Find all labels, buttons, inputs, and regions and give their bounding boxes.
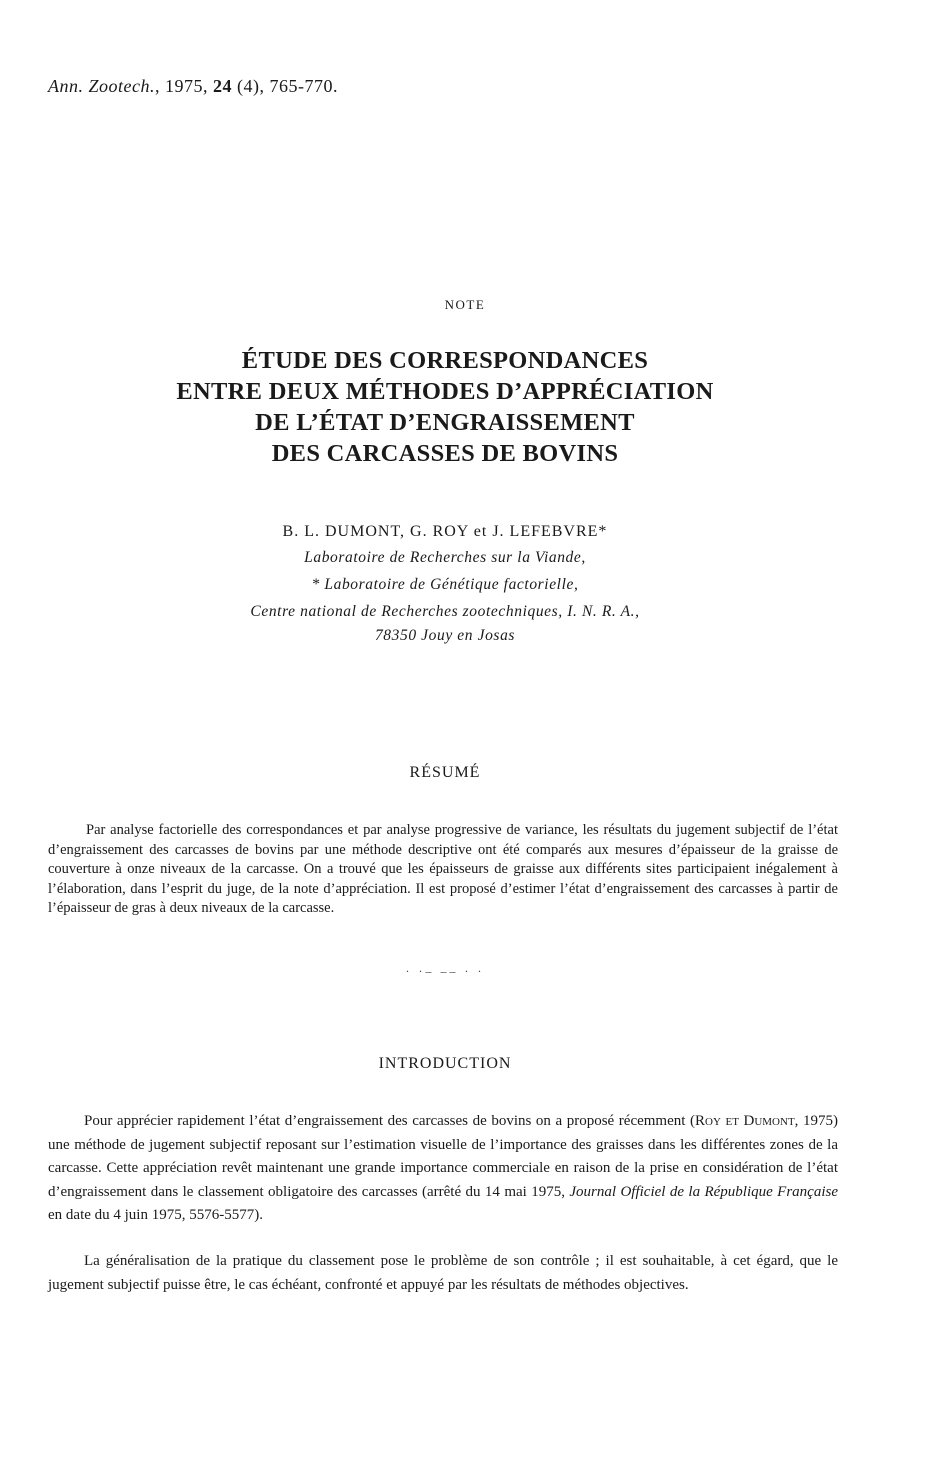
title-line: ENTRE DEUX MÉTHODES D’APPRÉCIATION [176,378,714,405]
citation-volume: 24 [213,76,232,96]
affiliation: * Laboratoire de Génétique factorielle, [311,576,579,593]
authors: B. L. DUMONT, G. ROY et J. LEFEBVRE* [282,523,608,540]
introduction-paragraph: La généralisation de la pratique du classement pose le problème de son contrôle ; il est souhaitable, à cet égard, que le jugement subjectif puisse être, le cas échéant, confronté et appuyé par les résultats de méthodes objectives. [48,1253,838,1293]
resume-text: Par analyse factorielle des correspondances et par analyse progressive de variance, les résultats du jugement subjectif de l’état d’engraissement des carcasses de bovins par une méthode descriptive ont été comparés aux mesures d’épaisseur de la graisse de couverture à onze niveaux de la carcasse. On a trouvé que les épaisseurs de graisse aux différents sites participaient inégalement à l’élaboration, dans l’esprit du juge, de la note d’appréciation. Il est proposé d’estimer l’état d’engraissement des carcasses à partir de l’épaisseur de gras à deux niveaux de la carcasse. [48,822,838,916]
journal-citation [48,76,338,97]
resume-heading: RÉSUMÉ [409,764,481,781]
title-line: DE L’ÉTAT D’ENGRAISSEMENT [255,409,635,436]
intro-text: ) une méthode de jugement subjectif reposant sur l’estimation visuelle de l’importance des graisses dans les différentes zones de la carcasse. Cette appréciation revêt maintenant une grande importance commerciale en raison de la prise en considération de l’état d’engraissement dans le classement obligatoire des carcasses (arrêté du 14 mai 1975, [48,1113,838,1200]
title-line: DES CARCASSES DE BOVINS [271,440,619,467]
journal-name: Ann. Zootech. [48,76,155,96]
note-label: NOTE [444,297,486,312]
intro-reference: Roy et Dumont, 1975 [695,1113,833,1129]
section-separator: · ·– –– · · [405,964,485,978]
affiliation: 78350 Jouy en Josas [374,627,516,644]
article-title [0,345,890,469]
citation-issue-pages: (4), 765-770. [232,76,338,96]
intro-text: Pour apprécier rapidement l’état d’engraissement des carcasses de bovins on a proposé récemment ( [84,1113,695,1129]
affiliation: Centre national de Recherches zootechniques, I. N. R. A., [250,603,640,620]
intro-journal-reference: Journal Officiel de la République Française [569,1183,839,1200]
introduction-paragraph [48,1110,838,1228]
affiliation: Laboratoire de Recherches sur la Viande, [304,549,586,566]
title-line: ÉTUDE DES CORRESPONDANCES [241,347,649,374]
introduction-heading: INTRODUCTION [378,1055,512,1072]
intro-text: en date du 4 juin 1975, 5576-5577). [48,1207,263,1224]
citation-year: , 1975, [155,76,213,96]
